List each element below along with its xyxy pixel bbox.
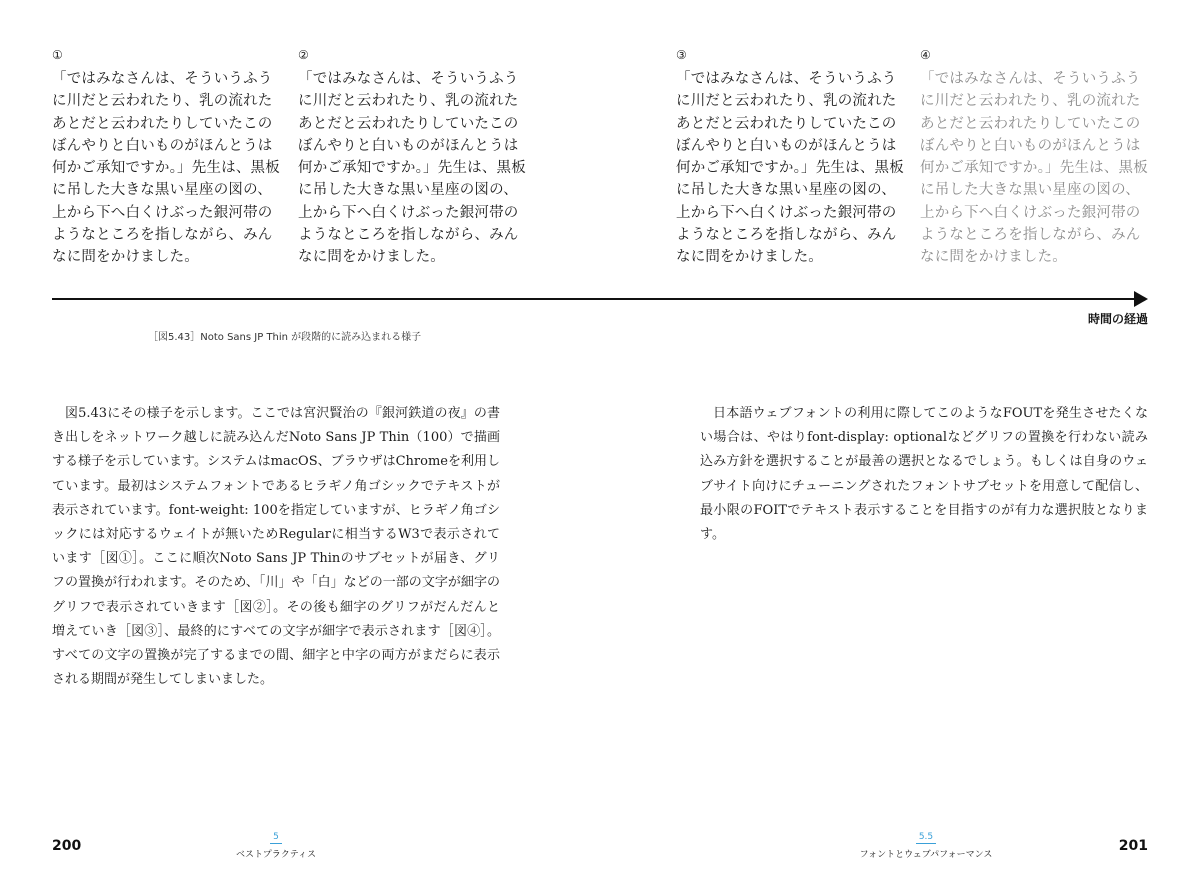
section-title: フォントとウェブパフォーマンス [859, 850, 993, 860]
sample-text: 「ではみなさんは、そういうふう に川だと云われたり、乳の流れた あとだと云われたりしていたこの ぼんやりと白いものがほんとうは 何かご承知ですか。」先生は、黒板 に吊した大きな黒い星座の図の、 上から下へ白くけぶった銀河帯の ようなところを指しながら、みん なに問をかけました。 [298, 71, 526, 266]
sample-number: ② [298, 48, 309, 62]
arrow-right-icon [1134, 291, 1148, 307]
sample-text: 「ではみなさんは、そういうふう に川だと云われたり、乳の流れた あとだと云われたりしていたこの ぼんやりと白いものがほんとうは 何かご承知ですか。」先生は、黒板 に吊した大きな黒い星座の図の、 上から下へ白くけぶった銀河帯の ようなところを指しながら、みん なに問をかけました。 [52, 71, 280, 266]
figure-caption: ［図5.43］Noto Sans JP Thin が段階的に読み込まれる様子 [148, 332, 422, 343]
page-number-left: 200 [52, 838, 82, 854]
sample-1 [52, 46, 282, 269]
sample-3 [676, 46, 906, 269]
right-body-text [700, 402, 1148, 547]
page-number-right: 201 [1118, 838, 1148, 854]
left-body-text [52, 402, 500, 692]
sample-number: ④ [920, 48, 931, 62]
section-number: 5 [270, 831, 282, 844]
sample-text: 「ではみなさんは、そういうふう に川だと云われたり、乳の流れた あとだと云われたりしていたこの ぼんやりと白いものがほんとうは 何かご承知ですか。」先生は、黒板 に吊した大きな黒い星座の図の、 上から下へ白くけぶった銀河帯の ようなところを指しながら、みん なに問をかけました。 [676, 71, 904, 266]
timeline-label: 時間の経過 [1087, 312, 1148, 326]
running-header-left [216, 824, 336, 862]
right-paragraph: 日本語ウェブフォントの利用に際してこのようなFOUTを発生させたくない場合は、やはりfont-display: optionalなどグリフの置換を行わない読み込み方針を選択することが最善の選択となるでしょう。もしくは自身のウェブサイト向けにチューニングされたフォントサブセットを用意して配信し、最小限のFOITでテキスト表示することを目指すのが有力な選択肢となります。 [700, 406, 1148, 543]
sample-text: 「ではみなさんは、そういうふう に川だと云われたり、乳の流れた あとだと云われたりしていたこの ぼんやりと白いものがほんとうは 何かご承知ですか。」先生は、黒板 に吊した大きな黒い星座の図の、 上から下へ白くけぶった銀河帯の ようなところを指しながら、みん なに問をかけました。 [920, 71, 1148, 266]
sample-2 [298, 46, 528, 269]
left-paragraph: 図5.43にその様子を示します。ここでは宮沢賢治の『銀河鉄道の夜』の書き出しをネットワーク越しに読み込んだNoto Sans JP Thin（100）で描画する様子を示しています。システムはmacOS、ブラウザはChromeを利用しています。最初はシステムフォントであるヒラギノ角ゴシックでテキストが表示されています。font-weight: 100を指定していますが、ヒラギノ角ゴシックには対応するウェイトが無いためRegularに相当するW3で表示されています［図①］。ここに順次Noto Sans JP Thinのサブセットが届き、グリフの置換が行われます。そのため、「川」や「白」などの一部の文字が細字のグリフで表示されていきます［図②］。その後も細字のグリフがだんだんと増えていき［図③］、最終的にすべての文字が細字で表示されます［図④］。すべての文字の置換が完了するまでの間、細字と中字の両方がまだらに表示される期間が発生してしまいました。 [52, 406, 500, 688]
section-number: 5.5 [916, 831, 936, 844]
running-header-right [858, 824, 994, 862]
sample-number: ① [52, 48, 63, 62]
sample-number: ③ [676, 48, 687, 62]
sample-4 [920, 46, 1150, 269]
chapter-title: ベストプラクティス [235, 850, 316, 860]
timeline-arrow-line [52, 298, 1138, 300]
